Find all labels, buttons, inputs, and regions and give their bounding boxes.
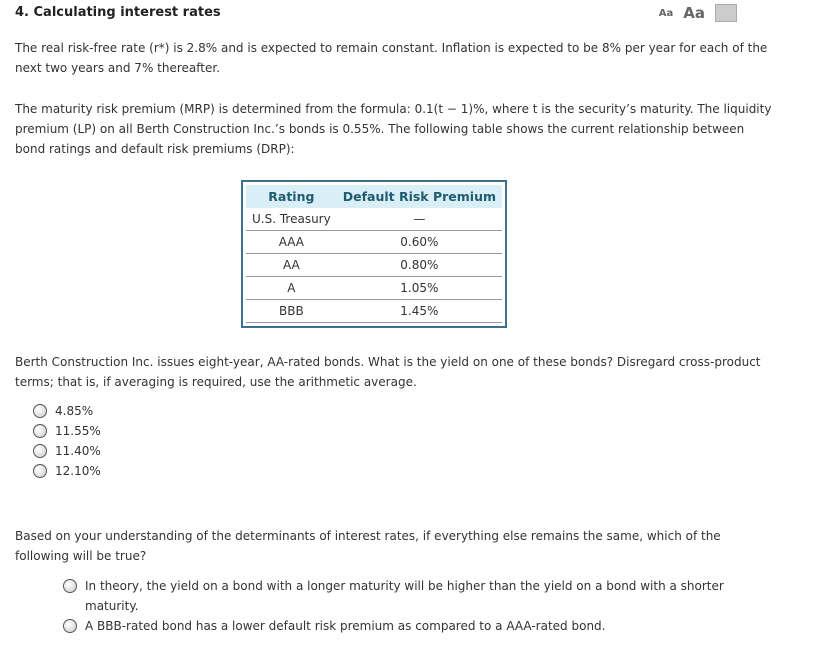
question-1-text: Berth Construction Inc. issues eight-year, AA-rated bonds. What is the yield on one of these bonds? Disregard cross-product terms; that is, if averaging is required, use the arithmetic average. — [15, 355, 761, 389]
option-label: 11.55% — [55, 424, 101, 438]
radio-button[interactable] — [33, 444, 47, 458]
table-row — [246, 208, 502, 231]
cell: 0.60% — [337, 231, 502, 254]
option[interactable] — [33, 401, 101, 421]
option-label: 4.85% — [55, 404, 94, 418]
table-row — [246, 300, 502, 323]
option[interactable] — [33, 461, 101, 481]
question-1-options — [33, 401, 101, 481]
option[interactable] — [63, 616, 743, 636]
increase-font-button[interactable]: Aa — [683, 4, 705, 22]
drp-table — [241, 180, 507, 328]
header-drp: Default Risk Premium — [337, 185, 502, 208]
cell: 1.45% — [337, 300, 502, 323]
cell: BBB — [246, 300, 337, 323]
table-row — [246, 231, 502, 254]
print-icon[interactable] — [715, 4, 737, 22]
radio-button[interactable] — [33, 464, 47, 478]
option-label: 12.10% — [55, 464, 101, 478]
option-label: In theory, the yield on a bond with a longer maturity will be higher than the yield on a bond with a shorter maturity. — [85, 579, 724, 613]
option[interactable] — [33, 421, 101, 441]
radio-button[interactable] — [63, 579, 77, 593]
option[interactable] — [63, 576, 743, 616]
question-2-options — [63, 576, 743, 636]
cell: A — [246, 277, 337, 300]
cell: U.S. Treasury — [246, 208, 337, 231]
table-row — [246, 254, 502, 277]
cell: — — [337, 208, 502, 231]
option-label: A BBB-rated bond has a lower default risk premium as compared to a AAA-rated bond. — [85, 619, 606, 633]
radio-button[interactable] — [63, 619, 77, 633]
option-label: 11.40% — [55, 444, 101, 458]
decrease-font-button[interactable]: Aa — [658, 7, 674, 19]
toolbar — [659, 4, 737, 22]
question-title: 4. Calculating interest rates — [15, 5, 221, 20]
premium-paragraph: The maturity risk premium (MRP) is determined from the formula: 0.1(t − 1)%, where t is the security’s maturity. The liquidity premium (LP) on all Berth Construction Inc.’s bonds is 0.55%. The following table shows the current relationship between bond ratings and default risk premiums (DRP): — [15, 102, 772, 156]
question-2-text: Based on your understanding of the determinants of interest rates, if everything else remains the same, which of the following will be true? — [15, 529, 721, 563]
cell: AA — [246, 254, 337, 277]
header-rating: Rating — [246, 185, 337, 208]
table-row — [246, 277, 502, 300]
radio-button[interactable] — [33, 424, 47, 438]
cell: 1.05% — [337, 277, 502, 300]
radio-button[interactable] — [33, 404, 47, 418]
cell: AAA — [246, 231, 337, 254]
cell: 0.80% — [337, 254, 502, 277]
option[interactable] — [33, 441, 101, 461]
intro-paragraph: The real risk-free rate (r*) is 2.8% and is expected to remain constant. Inflation is expected to be 8% per year for each of the next two years and 7% thereafter. — [15, 41, 768, 75]
